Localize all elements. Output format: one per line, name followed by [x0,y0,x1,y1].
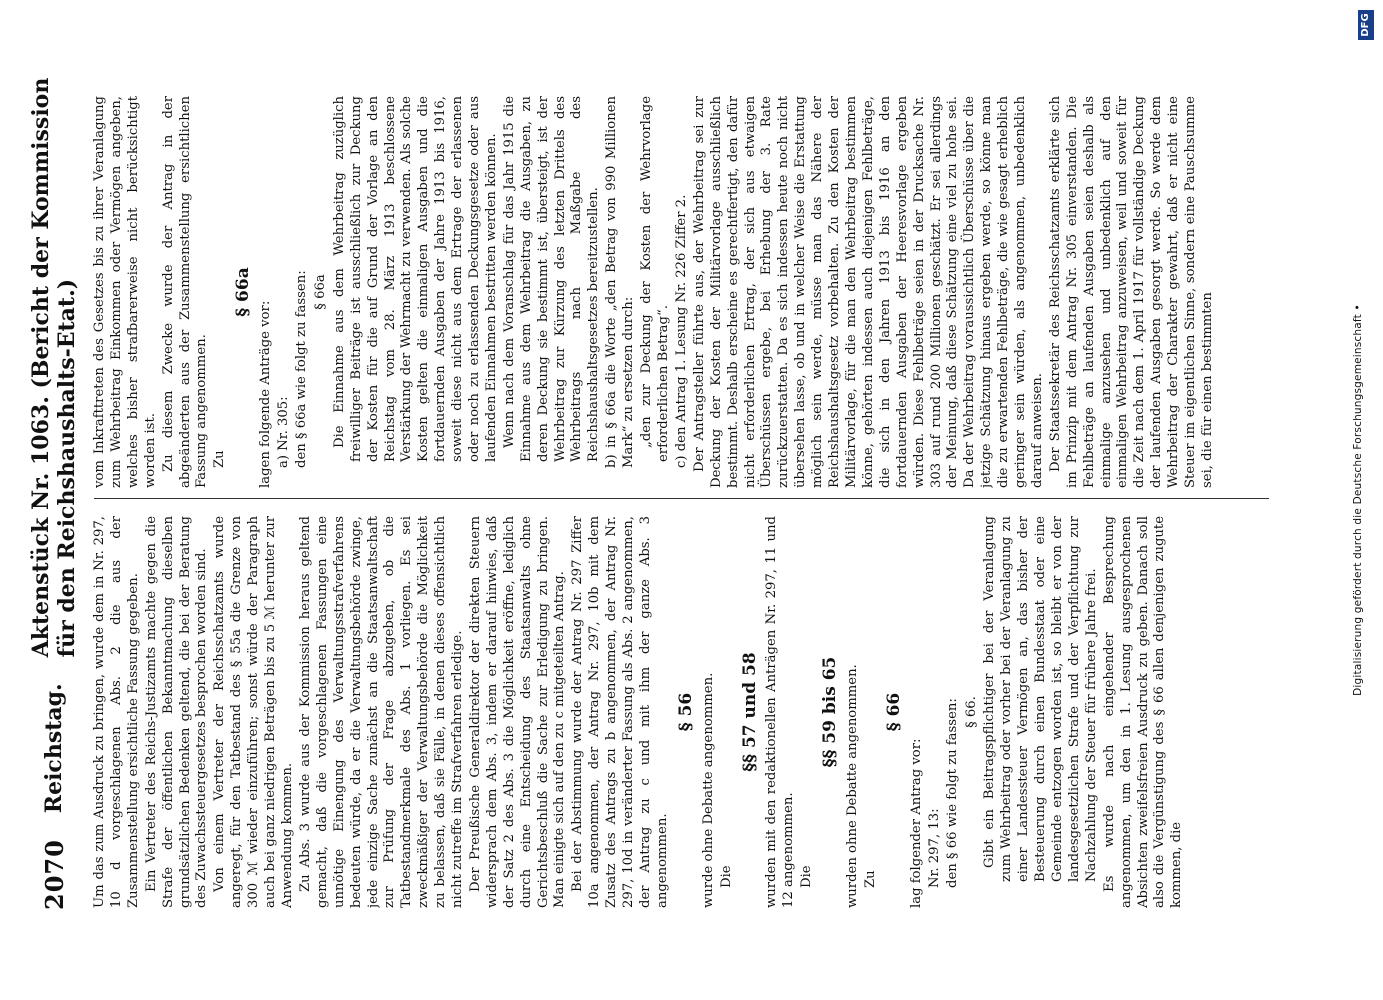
section-heading: §§ 59 bis 65 [820,656,841,768]
paragraph-number: § 66. [963,696,979,728]
section-heading: § 66a [233,267,254,317]
body-paragraph: Zu [212,450,228,468]
body-paragraph: Der Preußische Generaldirektor der direkten Steuern widersprach dem Abs. 3, indem er darauf hinwies, daß der Satz 2 des Abs. 3 die Möglichkeit eröffne, lediglich durch eine Entscheidung des Staatsanwalts ohne Gerichtsbeschluß die Sache zur Erledigung zu bringen. Man einigte sich auf den zu c mitgeteilten Antrag. [467,516,568,908]
body-paragraph: Zu diesem Zwecke wurde der Antrag in der abgeänderten aus der Zusammenstellung ersichtlichen Fassung angenommen. [160,96,210,488]
body-paragraph: Die [718,865,734,888]
body-paragraph: Zu [862,870,878,888]
body-paragraph: Die [799,865,815,888]
body-paragraph: Bei der Abstimmung wurde der Antrag Nr. 297 Ziffer 10a angenommen, der Antrag Nr. 297, 10b mit dem Zusatz des Antrags zu b angenommen, der Antrag Nr. 297, 10d in veränderter Fassung als Abs. 2 angenommen, der Antrag zu c und mit ihm der ganze Abs. 3 angenommen. [570,516,670,908]
paragraph-number: § 66a [312,274,328,310]
section-heading: § 56 [675,692,696,732]
body-paragraph: wurden mit den redaktionellen Anträgen Nr. 297, 11 und 12 angenommen. [764,516,797,908]
body-paragraph: den § 66 wie folgt zu fassen: [944,698,960,888]
quoted-motion-text: Gibt ein Beitragspflichtiger bei der Veranlagung zum Wehrbeitrag oder vorher bei der Veranlagung zu einer Landessteuer Vermögen an, das bisher der Besteuerung durch einen Bundesstaat oder eine Gemeinde entzogen worden ist, so bleibt er von der landesgesetzlichen Strafe und der Verpflichtung zur Nachzahlung der Steuer für frühere Jahre frei. [982,516,1099,882]
quoted-motion-text: Die Einnahme aus dem Wehrbeitrag zuzüglich freiwilliger Beiträge ist ausschließlich zur Deckung der Kosten für die auf Grund der Vorlage an den Reichstag vom 28. März 1913 beschlossene Verstärkung der Wehrmacht zu verwenden. Als solche Kosten gelten die einmaligen Ausgaben und die fortdauernden Ausgaben der Jahre 1913 bis 1916, soweit diese nicht aus dem Ertrage der erlassenen oder noch zu erlassenden Deckungsgesetze oder aus laufenden Einnahmen bestritten werden können. [331,96,499,462]
body-paragraph: Ein Vertreter des Reichs-Justizamts machte gegen die Strafe der öffentlichen Bekanntmachung dieselben grundsätzlichen Bedenken geltend, die bei der Beratung des Zuwachssteuergesetzes besprochen worden sind. [143,516,210,908]
body-paragraph: Der Staatssekretär des Reichsschatzamts erklärte sich im Prinzip mit dem Antrag Nr. 305 einverstanden. Die Fehlbeträge an laufenden Ausgaben seien deshalb als einmalige anzusehen und unbedenklich auf den einmaligen Wehrbeitrag anzuweisen, weil und soweit für die Zeit nach dem 1. April 1917 für vollständige Deckung der laufenden Ausgaben gesorgt werde. So werde dem Wehrbeitrag der Charakter gewahrt, daß er nicht eine Steuer im eigentlichen Sinne, sondern eine Pauschsumme sei, die für einen bestimmten [1047,96,1215,488]
body-paragraph: den § 66a wie folgt zu fassen: [293,270,309,468]
section-heading: § 66 [883,692,904,732]
section-heading: §§ 57 und 58 [739,652,760,772]
body-paragraph: wurde ohne Debatte angenommen. [700,672,716,908]
column-divider [94,498,1269,499]
body-paragraph: lagen folgende Anträge vor: [258,300,274,488]
quoted-motion-text: „den zur Deckung der Kosten der Wehrvorlage erforderlichen Betrag“. [639,96,671,462]
right-column [92,96,1272,488]
body-paragraph: Nr. 297, 13: [926,808,942,888]
digitization-credit: Digitalisierung gefördert durch die Deutsche Forschungsgemeinschaft • [1352,304,1364,696]
body-paragraph: a) Nr. 305: [276,396,292,468]
body-paragraph: Der Antragsteller führte aus, der Wehrbeitrag sei zur Deckung der Kosten der Militärvorlage ausschließlich bestimmt. Deshalb erscheine es gerechtfertigt, den dafür nicht erforderlichen Ertrag, der sich aus etwaigen Überschüssen ergebe, bei Erhebung der 3. Rate zurückzuerstatten. Da es sich indessen heute noch nicht übersehen lasse, ob und in welcher Weise die Erstattung möglich sein werde, müsse man das Nähere der Reichshaushaltsgesetz vorbehalten. Zu den Kosten der Militärvorlage, für die man den Wehrbeitrag bestimmen könne, gehörten indessen auch diejenigen Fehlbeträge, die sich in den Jahren 1913 bis 1916 an den fortdauernden Ausgaben der Heeresvorlage ergeben würden. Diese Fehlbeträge seien in der Drucksache Nr. 303 auf rund 200 Millionen geschätzt. Er sei allerdings der Meinung, daß diese Schätzung eine viel zu hohe sei. Da der Wehrbeitrag voraussichtlich Überschüsse über die jetzige Schätzung hinaus ergeben werde, so könne man die zu erwartenden Fehlbeträge, die wie gesagt erheblich geringer sein würden, als angenommen, unbedenklich darauf anweisen. [691,96,1045,488]
body-paragraph: vom Inkrafttreten des Gesetzes bis zu ihrer Veranlagung zum Wehrbeitrag Einkommen oder Vermögen angeben, welches bisher strafbarerweise nicht berücksichtigt worden ist. [92,96,158,488]
body-paragraph: c) den Antrag 1. Lesung Nr. 226 Ziffer 2. [673,194,689,468]
body-paragraph: wurden ohne Debatte angenommen. [845,664,861,908]
body-paragraph: b) in § 66a die Worte „den Betrag von 990 Millionen Mark“ zu ersetzen durch: [604,96,637,468]
body-paragraph: Es wurde nach eingehender Besprechung angenommen, um den in 1. Lesung ausgesprochenen Absichten zweifelsfreien Ausdruck zu geben. Danach soll also die Vergünstigung des § 66 allen denjenigen zugute kommen, die [1101,516,1185,908]
dfg-logo: DFG [1358,10,1374,40]
left-column [92,516,1272,908]
quoted-motion-text: Wenn nach dem Voranschlag für das Jahr 1915 die Einnahme aus dem Wehrbeitrag die Ausgaben, zu deren Deckung sie bestimmt ist, übersteigt, ist der Wehrbeitrag zur Kürzung des letzten Drittels des Wehrbeitrags nach Maßgabe des Reichshaushaltsgesetzes bereitzustellen. [501,96,602,462]
body-paragraph: Um das zum Ausdruck zu bringen, wurde dem in Nr. 297, 10 d vorgeschlagenen Abs. 2 die aus der Zusammenstellung ersichtliche Fassung gegeben. [92,516,141,908]
body-paragraph: lag folgender Antrag vor: [908,738,924,908]
body-paragraph: Zu Abs. 3 wurde aus der Kommission heraus geltend gemacht, daß die vorgeschlagenen Fassungen eine unnötige Einengung des Verwaltungsstrafverfahrens bedeuten würde, da er die Verwaltungsbehörde zwinge, jede einzige Sache zunächst an die Staatsanwaltschaft zur Prüfung der Frage abzugeben, ob die Tatbestandmerkmale des Abs. 1 vorliegen. Es sei zweckmäßiger der Verwaltungsbehörde die Möglichkeit zu belassen, daß sie Fälle, in denen dieses offensichtlich nicht zutreffe im Strafverfahren erledige. [297,516,466,908]
body-paragraph: Von einem Vertreter der Reichsschatzamts wurde angeregt, für den Tatbestand des § 55a die Grenze von 300 ℳ wieder einzuführen; sonst würde der Paragraph auch bei ganz niedrigen Beträgen bis zu 5 ℳ herunter zur Anwendung kommen. [212,516,295,908]
page-header [28,50,80,910]
publication-title: Reichstag. [41,683,67,814]
page-number: 2070 [39,839,69,910]
document-title: Aktenstück Nr. 1063. (Bericht der Kommission für den Reichshaushalts-Etat.) [28,77,80,658]
